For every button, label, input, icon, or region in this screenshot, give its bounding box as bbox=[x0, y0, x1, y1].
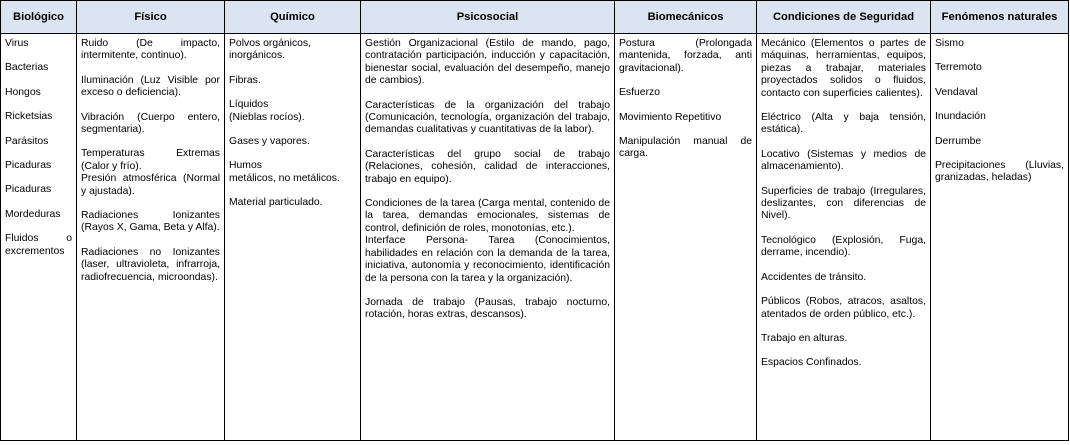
list-item: Condiciones de la tarea (Carga mental, contenido de la tarea, demandas emocionales, sistemas de control, definición de roles, monotonías, etc.). bbox=[365, 198, 610, 234]
list-item: Derrumbe bbox=[935, 135, 982, 147]
list-item: Parásitos bbox=[5, 135, 49, 147]
cell-condiciones-seguridad bbox=[757, 34, 931, 441]
list-item: Ruido (De impacto, intermitente, continuo). bbox=[81, 38, 220, 62]
cell-quimico bbox=[225, 34, 361, 441]
list-item: Sismo bbox=[935, 38, 964, 49]
list-item: Radiaciones Ionizantes (Rayos X, Gama, Beta y Alfa). bbox=[81, 210, 220, 234]
list-item: Radiaciones no Ionizantes (laser, ultravioleta, infrarroja, radiofrecuencia, microondas). bbox=[81, 246, 220, 283]
list-item: Material particulado. bbox=[229, 197, 323, 209]
list-item: Líquidos bbox=[229, 99, 269, 111]
list-item: Virus bbox=[5, 38, 29, 49]
list-item: Vendaval bbox=[935, 86, 978, 98]
header-psicosocial: Psicosocial bbox=[361, 1, 615, 34]
list-item: Superficies de trabajo (Irregulares, deslizantes, con diferencias de Nivel). bbox=[761, 185, 926, 222]
list-item: Locativo (Sistemas y medios de almacenamiento). bbox=[761, 148, 926, 173]
list-item: Precipitaciones (Lluvias, granizadas, heladas) bbox=[935, 160, 1064, 184]
list-item: Postura (Prolongada mantenida, forzada, anti gravitacional). bbox=[619, 38, 752, 74]
list-item: Iluminación (Luz Visible por exceso o deficiencia). bbox=[81, 74, 220, 99]
list-item: (Nieblas rocíos). bbox=[229, 111, 305, 123]
list-item: Ricketsias bbox=[5, 111, 53, 123]
list-item: Jornada de trabajo (Pausas, trabajo nocturno, rotación, horas extras, descansos). bbox=[365, 296, 610, 321]
list-item: Terremoto bbox=[935, 62, 982, 74]
list-item: Vibración (Cuerpo entero, segmentaria). bbox=[81, 111, 220, 136]
list-item: Mecánico (Elementos o partes de máquinas, herramientas, equipos, piezas a trabajar, materiales proyectados solidos o fluidos, contacto con superficies calientes). bbox=[761, 38, 926, 99]
list-item: Eléctrico (Alta y baja tensión, estática). bbox=[761, 112, 926, 136]
list-item: Trabajo en alturas. bbox=[761, 332, 848, 344]
content-row bbox=[1, 34, 1069, 441]
list-item: Picaduras bbox=[5, 160, 52, 172]
header-row bbox=[1, 1, 1069, 34]
header-biologico: Biológico bbox=[1, 1, 77, 34]
header-condiciones-seguridad: Condiciones de Seguridad bbox=[757, 1, 931, 34]
list-item: Presión atmosférica (Normal y ajustada). bbox=[81, 173, 220, 197]
cell-biologico bbox=[1, 34, 77, 441]
list-item: Interface Persona- Tarea (Conocimientos, habilidades en relación con la demanda de la tarea, iniciativa, autonomía y reconocimiento, identificación de la persona con la tarea y la organización). bbox=[365, 235, 610, 284]
list-item: Mordeduras bbox=[5, 208, 61, 220]
list-item: Públicos (Robos, atracos, asaltos, atentados de orden público, etc.). bbox=[761, 296, 926, 320]
list-item: Espacios Confinados. bbox=[761, 357, 862, 369]
header-biomecanicos: Biomecánicos bbox=[615, 1, 757, 34]
header-fenomenos-naturales: Fenómenos naturales bbox=[931, 1, 1069, 34]
list-item: Esfuerzo bbox=[619, 87, 661, 99]
list-item: Bacterias bbox=[5, 62, 49, 74]
list-item: Accidentes de tránsito. bbox=[761, 271, 867, 283]
list-item: Gases y vapores. bbox=[229, 136, 310, 148]
list-item: Características de la organización del trabajo (Comunicación, tecnología, organización del trabajo, demandas cualitativas y cuantitativas de la labor). bbox=[365, 99, 610, 136]
cell-fenomenos-naturales bbox=[931, 34, 1069, 441]
header-quimico: Químico bbox=[225, 1, 361, 34]
cell-fisico bbox=[77, 34, 225, 441]
cell-psicosocial bbox=[361, 34, 615, 441]
list-item: Picaduras bbox=[5, 184, 52, 196]
list-item: Inundación bbox=[935, 111, 986, 123]
list-item: Polvos orgánicos, inorgánicos. bbox=[229, 38, 312, 62]
list-item: Gestión Organizacional (Estilo de mando, pago, contratación participación, inducción y capacitación, bienestar social, evaluación del desempeño, manejo de cambios). bbox=[365, 38, 610, 87]
list-item: Tecnológico (Explosión, Fuga, derrame, incendio). bbox=[761, 234, 926, 259]
list-item: Temperaturas Extremas (Calor y frío). bbox=[81, 148, 220, 172]
list-item: Características del grupo social de trabajo (Relaciones, cohesión, calidad de interacciones, trabajo en equipo). bbox=[365, 148, 610, 185]
list-item: Hongos bbox=[5, 86, 41, 98]
list-item: Fluidos o excrementos bbox=[5, 233, 72, 257]
list-item: metálicos, no metálicos. bbox=[229, 172, 340, 184]
list-item: Manipulación manual de carga. bbox=[619, 136, 752, 160]
list-item: Fibras. bbox=[229, 74, 261, 86]
header-fisico: Físico bbox=[77, 1, 225, 34]
list-item: Humos bbox=[229, 160, 262, 172]
cell-biomecanicos bbox=[615, 34, 757, 441]
list-item: Movimiento Repetitivo bbox=[619, 111, 722, 123]
